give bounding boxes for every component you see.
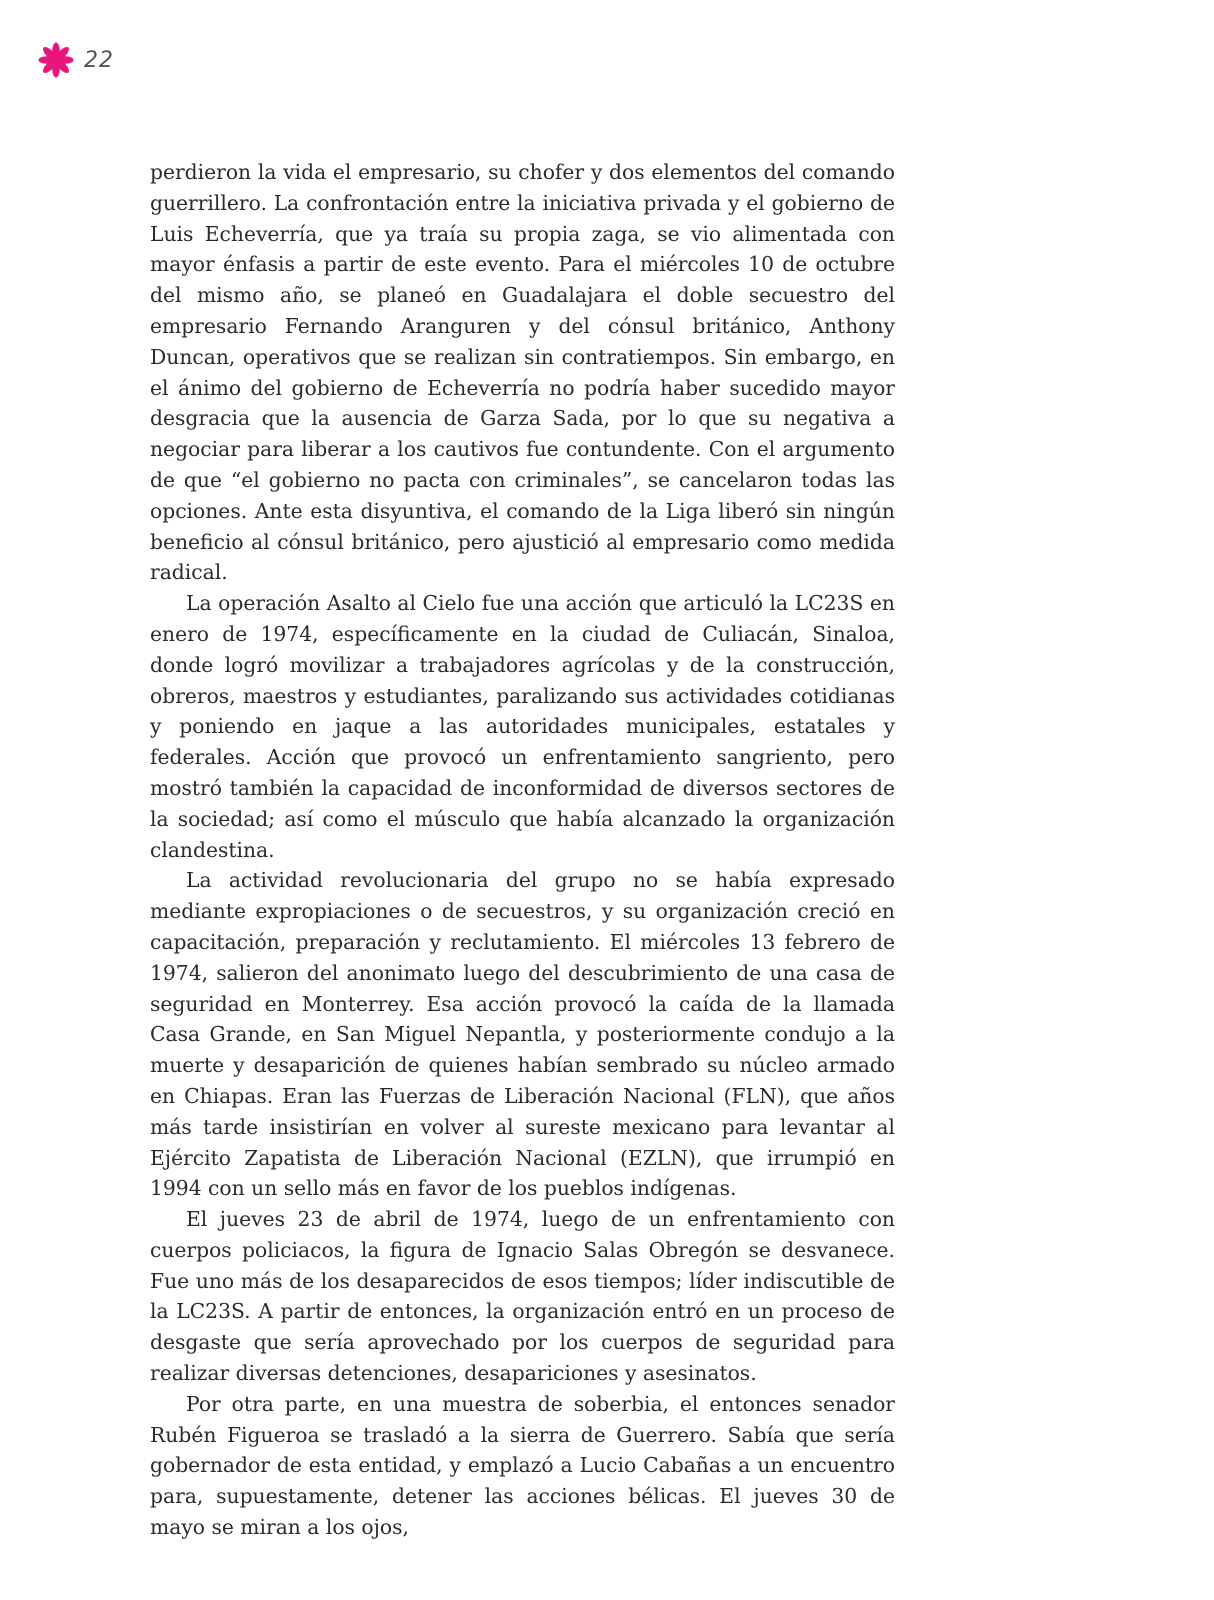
paragraph: perdieron la vida el empresario, su chofer y dos elementos del comando guerrillero. La confrontación entre la iniciativa privada y el gobierno de Luis Echeverría, que ya traía su propia zaga, se vio alimentada con mayor énfasis a partir de este evento. Para el miércoles 10 de octubre del mismo año, se planeó en Guadalajara el doble secuestro del empresario Fernando Aranguren y del cónsul británico, Anthony Duncan, operativos que se realizan sin contratiempos. Sin embargo, en el ánimo del gobierno de Echeverría no podría haber sucedido mayor desgracia que la ausencia de Garza Sada, por lo que su negativa a negociar para liberar a los cautivos fue contundente. Con el argumento de que “el gobierno no pacta con criminales”, se cancelaron todas las opciones. Ante esta disyuntiva, el comando de la Liga liberó sin ningún beneficio al cónsul británico, pero ajustició al empresario como medida radical.: [150, 160, 895, 585]
asterisk-icon: [38, 42, 74, 78]
body-text: [150, 157, 895, 1543]
page-header: [38, 40, 114, 80]
paragraph: Por otra parte, en una muestra de soberbia, el entonces senador Rubén Figueroa se trasladó a la sierra de Guerrero. Sabía que sería gobernador de esta entidad, y emplazó a Lucio Cabañas a un encuentro para, supuestamente, detener las acciones bélicas. El jueves 30 de mayo se miran a los ojos,: [150, 1391, 895, 1540]
page-number: 22: [84, 47, 114, 73]
paragraph: El jueves 23 de abril de 1974, luego de un enfrentamiento con cuerpos policiacos, la figura de Ignacio Salas Obregón se desvanece. Fue uno más de los desaparecidos de esos tiempos; líder indiscutible de la LC23S. A partir de entonces, la organización entró en un proceso de desgaste que sería aprovechado por los cuerpos de seguridad para realizar diversas detenciones, desapariciones y asesinatos.: [150, 1207, 895, 1386]
paragraph: La operación Asalto al Cielo fue una acción que articuló la LC23S en enero de 1974, específicamente en la ciudad de Culiacán, Sinaloa, donde logró movilizar a trabajadores agrícolas y de la construcción, obreros, maestros y estudiantes, paralizando sus actividades cotidianas y poniendo en jaque a las autoridades municipales, estatales y federales. Acción que provocó un enfrentamiento sangriento, pero mostró también la capacidad de inconformidad de diversos sectores de la sociedad; así como el músculo que había alcanzado la organización clandestina.: [150, 591, 895, 862]
paragraph: La actividad revolucionaria del grupo no se había expresado mediante expropiaciones o de secuestros, y su organización creció en capacitación, preparación y reclutamiento. El miércoles 13 febrero de 1974, salieron del anonimato luego del descubrimiento de una casa de seguridad en Monterrey. Esa acción provocó la caída de la llamada Casa Grande, en San Miguel Nepantla, y posteriormente condujo a la muerte y desaparición de quienes habían sembrado su núcleo armado en Chiapas. Eran las Fuerzas de Liberación Nacional (FLN), que años más tarde insistirían en volver al sureste mexicano para levantar al Ejército Zapatista de Liberación Nacional (EZLN), que irrumpió en 1994 con un sello más en favor de los pueblos indígenas.: [150, 868, 895, 1201]
